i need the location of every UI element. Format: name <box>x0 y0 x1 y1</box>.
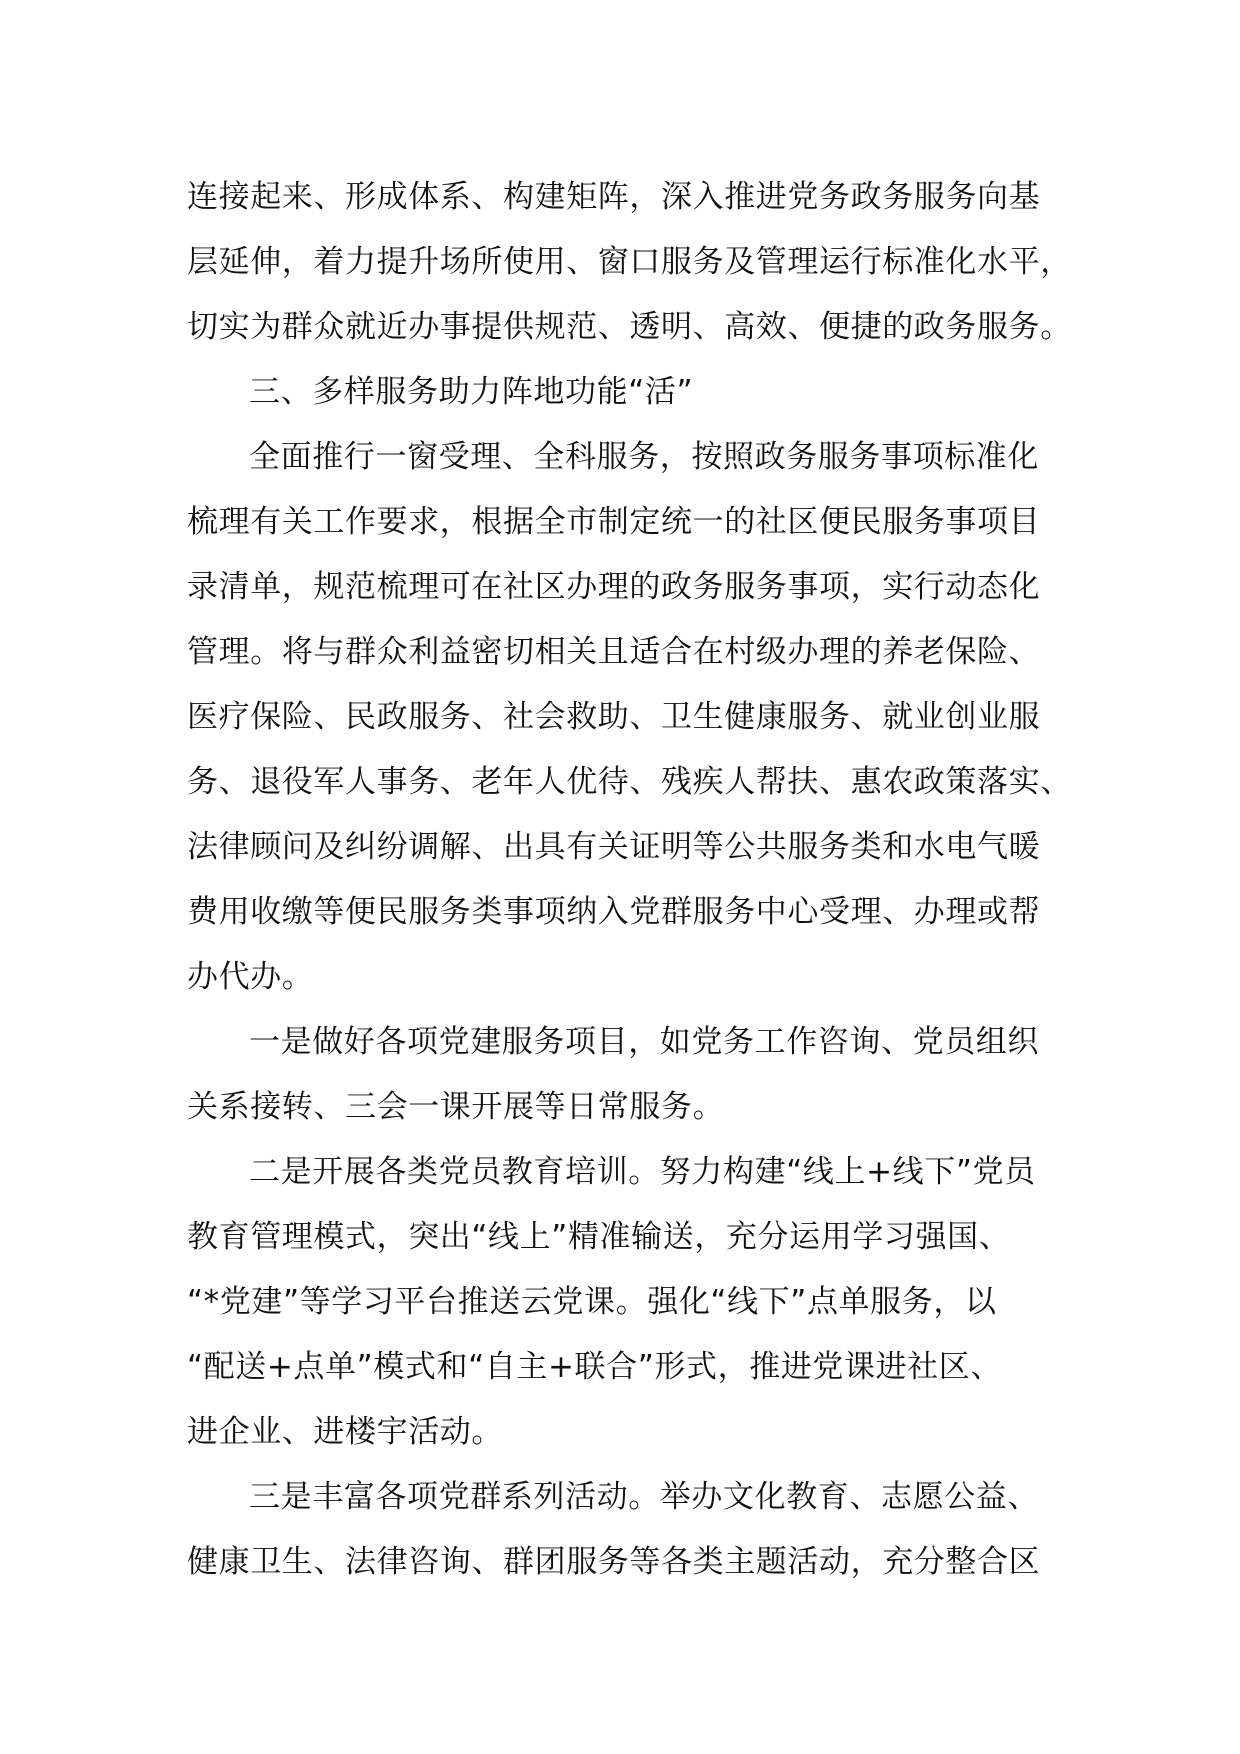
text-line: 办代办。 <box>187 959 314 995</box>
text-line: 教育管理模式，突出“线上”精准输送，充分运用学习强国、 <box>187 1219 1011 1255</box>
text-line: 二是开展各类党员教育培训。努力构建“线上+线下”党员 <box>249 1154 1036 1190</box>
text-line: 费用收缴等便民服务类事项纳入党群服务中心受理、办理或帮 <box>187 894 1041 930</box>
text-line: 梳理有关工作要求，根据全市制定统一的社区便民服务事项目 <box>187 504 1041 540</box>
text-line: 切实为群众就近办事提供规范、透明、高效、便捷的政务服务。 <box>187 309 1072 345</box>
text-line: 务、退役军人事务、老年人优待、残疾人帮扶、惠农政策落实、 <box>187 764 1072 800</box>
text-line: 连接起来、形成体系、构建矩阵，深入推进党务政务服务向基 <box>187 179 1041 215</box>
text-line: 全面推行一窗受理、全科服务，按照政务服务事项标准化 <box>249 439 1039 475</box>
document-body <box>187 165 1092 1595</box>
text-line: 关系接转、三会一课开展等日常服务。 <box>187 1089 725 1125</box>
text-line: 进企业、进楼宇活动。 <box>187 1414 503 1450</box>
text-line: 一是做好各项党建服务项目，如党务工作咨询、党员组织 <box>249 1024 1039 1060</box>
text-line: “*党建”等学习平台推送云党课。强化“线下”点单服务，以 <box>187 1284 997 1320</box>
text-line: 录清单，规范梳理可在社区办理的政务服务事项，实行动态化 <box>187 569 1041 605</box>
text-line: 健康卫生、法律咨询、群团服务等各类主题活动，充分整合区 <box>187 1544 1041 1580</box>
section-heading: 三、多样服务助力阵地功能“活” <box>249 374 694 410</box>
text-line: 管理。将与群众利益密切相关且适合在村级办理的养老保险、 <box>187 634 1041 670</box>
text-line: “配送+点单”模式和“自主+联合”形式，推进党课进社区、 <box>187 1349 1002 1385</box>
text-line: 法律顾问及纠纷调解、出具有关证明等公共服务类和水电气暖 <box>187 829 1041 865</box>
text-line: 医疗保险、民政服务、社会救助、卫生健康服务、就业创业服 <box>187 699 1041 735</box>
text-line: 层延伸，着力提升场所使用、窗口服务及管理运行标准化水平， <box>187 244 1072 280</box>
text-line: 三是丰富各项党群系列活动。举办文化教育、志愿公益、 <box>249 1479 1039 1515</box>
